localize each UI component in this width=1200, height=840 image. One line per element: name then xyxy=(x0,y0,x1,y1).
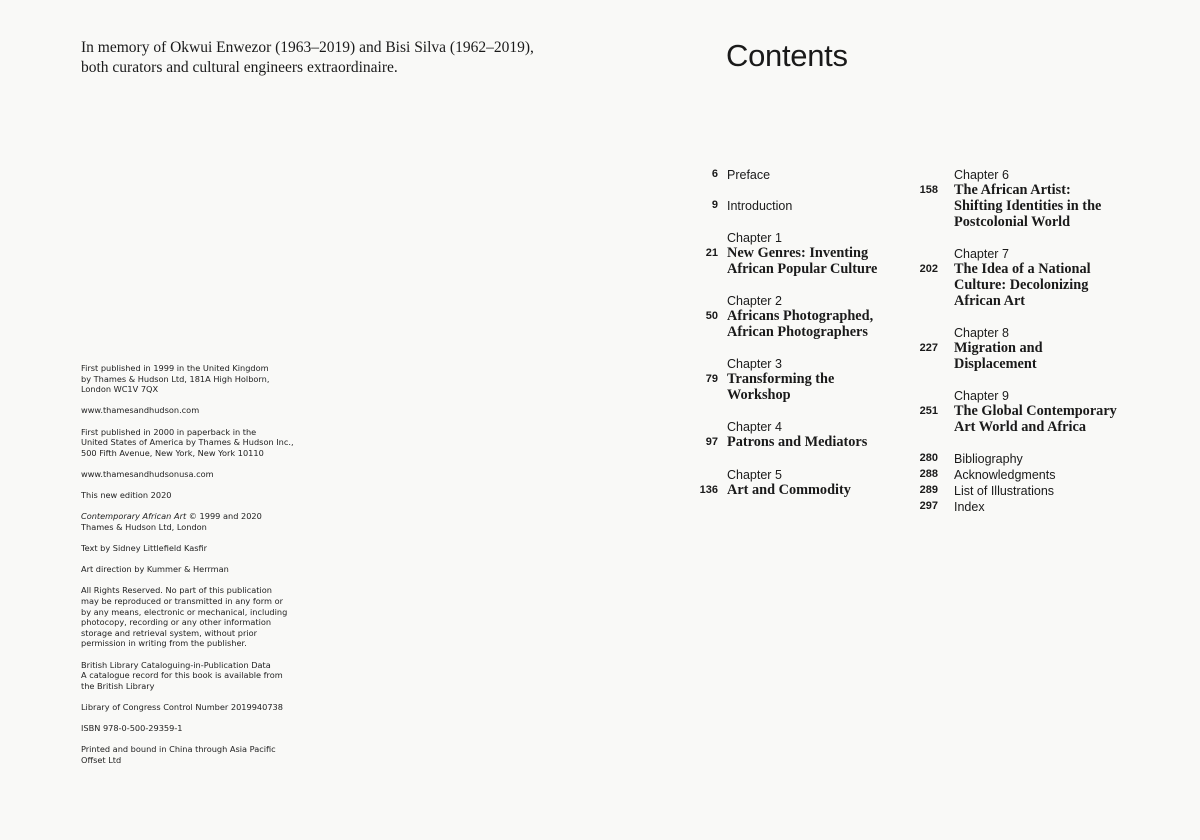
imprint-rights xyxy=(81,585,321,649)
imprint-line: First published in 2000 in paperback in the xyxy=(81,426,257,437)
toc-chapter-label: Chapter 2 xyxy=(727,294,782,308)
toc-chapter-title xyxy=(727,309,873,341)
toc-chapter-label: Chapter 4 xyxy=(727,420,782,434)
toc-chapter-title xyxy=(727,372,834,404)
toc-title-line: Transforming the xyxy=(727,371,835,387)
imprint-line: storage and retrieval system, without prior xyxy=(81,627,257,638)
toc-title-line: Africans Photographed, xyxy=(727,308,874,324)
toc-chapter-title xyxy=(954,341,1043,373)
imprint-line: All Rights Reserved. No part of this publication xyxy=(81,585,272,596)
toc-chapter-label: Chapter 6 xyxy=(954,168,1009,182)
dedication-line: both curators and cultural engineers extraordinaire. xyxy=(81,59,398,76)
imprint-line: Art direction by Kummer & Herrman xyxy=(81,564,229,575)
imprint-line: the British Library xyxy=(81,680,155,691)
imprint-line: This new edition 2020 xyxy=(81,490,172,501)
imprint-line: Offset Ltd xyxy=(81,754,122,765)
imprint-first-published-us xyxy=(81,427,321,459)
imprint-line xyxy=(81,511,321,522)
imprint-line: Thames & Hudson Ltd, London xyxy=(81,521,207,532)
imprint-line: photocopy, recording or any other information xyxy=(81,617,272,628)
imprint-line: www.thamesandhudsonusa.com xyxy=(81,468,214,479)
dedication-line: In memory of Okwui Enwezor (1963–2019) and Bisi Silva (1962–2019), xyxy=(81,39,534,56)
toc-chapter-title xyxy=(954,183,1101,230)
imprint-line: Text by Sidney Littlefield Kasfir xyxy=(81,543,208,554)
toc-title-line: African Popular Culture xyxy=(727,260,878,277)
imprint-line: by any means, electronic or mechanical, including xyxy=(81,606,288,617)
imprint-line: ISBN 978-0-500-29359-1 xyxy=(81,723,183,734)
imprint-line: Printed and bound in China through Asia Pacific xyxy=(81,744,276,755)
toc-title-line: Art World and Africa xyxy=(954,418,1086,435)
imprint-line: United States of America by Thames & Hudson Inc., xyxy=(81,437,294,448)
toc-entry-label: Acknowledgments xyxy=(954,468,1056,482)
toc-page-number: 6 xyxy=(711,168,718,180)
toc-chapter-title xyxy=(954,262,1091,309)
toc-entry-label: Bibliography xyxy=(954,452,1023,466)
imprint-printed xyxy=(81,744,321,765)
imprint-url-uk xyxy=(81,405,321,416)
toc-page-number: 202 xyxy=(919,263,938,275)
imprint-loc xyxy=(81,702,321,713)
imprint-text-by xyxy=(81,543,321,554)
toc-entry-label: Index xyxy=(954,500,985,514)
toc-title-line: The African Artist: xyxy=(954,182,1071,198)
contents-title: Contents xyxy=(726,38,848,73)
toc-entry-label: List of Illustrations xyxy=(954,484,1055,498)
imprint-copyright xyxy=(81,511,321,532)
imprint-line: www.thamesandhudson.com xyxy=(81,405,200,416)
toc-page-number: 288 xyxy=(919,468,938,480)
toc-title-line: Patrons and Mediators xyxy=(727,434,868,450)
toc-entry-label: Preface xyxy=(727,168,771,182)
toc-title-line: African Photographers xyxy=(727,323,868,340)
toc-page-number: 158 xyxy=(919,184,938,196)
toc-chapter-title xyxy=(727,435,867,451)
toc-chapter-label: Chapter 8 xyxy=(954,326,1009,340)
dedication xyxy=(81,38,541,78)
imprint-url-us xyxy=(81,469,321,480)
book-title: Contemporary African Art xyxy=(81,511,187,522)
toc-title-line: Migration and xyxy=(954,340,1043,356)
toc-title-line: The Global Contemporary xyxy=(954,403,1117,419)
imprint-line: 500 Fifth Avenue, New York, New York 10110 xyxy=(81,447,264,458)
toc-title-line: Postcolonial World xyxy=(954,213,1071,230)
toc-title-line: Displacement xyxy=(954,355,1037,372)
copyright-years: © 1999 and 2020 xyxy=(186,511,262,522)
toc-page-number: 9 xyxy=(711,199,718,211)
imprint-line: First published in 1999 in the United Kingdom xyxy=(81,363,269,373)
toc-chapter-label: Chapter 1 xyxy=(727,231,782,245)
imprint-line: by Thames & Hudson Ltd, 181A High Holborn, xyxy=(81,373,270,384)
toc-title-line: New Genres: Inventing xyxy=(727,245,869,261)
toc-page-number: 136 xyxy=(699,484,718,496)
imprint-british-library xyxy=(81,660,321,692)
toc-chapter-title xyxy=(727,246,877,278)
toc-page-number: 50 xyxy=(705,310,718,322)
toc-title-line: Art and Commodity xyxy=(727,482,851,498)
toc-page-number: 97 xyxy=(705,436,718,448)
toc-entry-label: Introduction xyxy=(727,199,793,213)
toc-title-line: The Idea of a National xyxy=(954,261,1091,277)
toc-page-number: 79 xyxy=(705,373,718,385)
imprint-isbn xyxy=(81,723,321,734)
toc-chapter-title xyxy=(954,404,1117,436)
toc-chapter-label: Chapter 5 xyxy=(727,468,782,482)
imprint-line: may be reproduced or transmitted in any form or xyxy=(81,596,283,607)
imprint-line: Library of Congress Control Number 2019940738 xyxy=(81,702,283,712)
toc-page-number: 227 xyxy=(919,342,938,354)
imprint-line: British Library Cataloguing-in-Publication Data xyxy=(81,659,271,670)
toc-chapter-label: Chapter 7 xyxy=(954,247,1009,261)
toc-chapter-label: Chapter 9 xyxy=(954,389,1009,403)
toc-title-line: Shifting Identities in the xyxy=(954,197,1102,214)
toc-title-line: Workshop xyxy=(727,386,791,403)
imprint-line: permission in writing from the publisher. xyxy=(81,638,247,649)
toc-chapter-title xyxy=(727,483,851,499)
imprint-first-published-uk xyxy=(81,363,321,395)
copyright-imprint xyxy=(81,363,321,776)
toc-page-number: 251 xyxy=(919,405,938,417)
toc-page-number: 21 xyxy=(705,247,718,259)
imprint-edition xyxy=(81,490,321,501)
toc-title-line: African Art xyxy=(954,292,1026,309)
toc-page-number: 289 xyxy=(919,484,938,496)
toc-title-line: Culture: Decolonizing xyxy=(954,276,1089,293)
toc-chapter-label: Chapter 3 xyxy=(727,357,782,371)
toc-page-number: 297 xyxy=(919,500,938,512)
imprint-line: London WC1V 7QX xyxy=(81,384,159,395)
imprint-line: A catalogue record for this book is available from xyxy=(81,670,283,681)
toc-page-number: 280 xyxy=(919,452,938,464)
imprint-art-direction xyxy=(81,564,321,575)
